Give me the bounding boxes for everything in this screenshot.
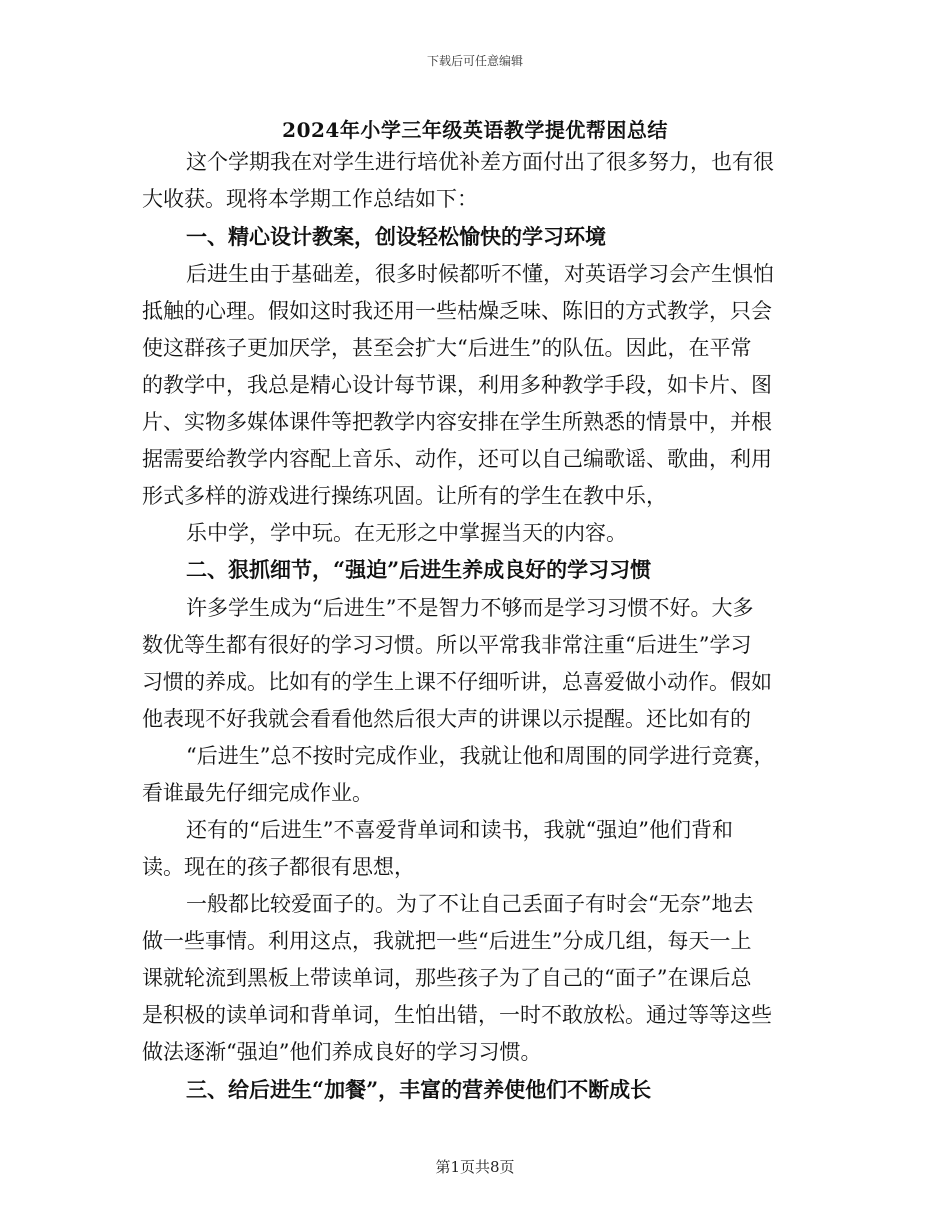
document-title: 2024年小学三年级英语教学提优帮困总结 (282, 118, 668, 142)
paragraph-line: 的教学中，我总是精心设计每节课，利用多种教学手段，如卡片、图 (142, 373, 772, 397)
paragraph-line: 乐中学，学中玩。在无形之中掌握当天的内容。 (186, 521, 627, 545)
paragraph-line: 抵触的心理。假如这时我还用一些枯燥乏味、陈旧的方式教学，只会 (142, 299, 772, 323)
page-header: 下载后可任意编辑 (426, 54, 523, 68)
paragraph-line: 大收获。现将本学期工作总结如下： (142, 187, 478, 211)
paragraph-line: “后进生”总不按时完成作业，我就让他和周围的同学进行竞赛， (186, 744, 775, 768)
page-footer: 第1页共8页 (435, 1158, 515, 1176)
paragraph-line: 还有的“后进生”不喜爱背单词和读书，我就“强迫”他们背和 (186, 818, 733, 842)
paragraph-line: 片、实物多媒体课件等把教学内容安排在学生所熟悉的情景中，并根 (142, 410, 772, 434)
paragraph-line: 数优等生都有很好的学习习惯。所以平常我非常注重“后进生”学习 (142, 633, 752, 657)
section-heading-2: 二、狠抓细节，“强迫”后进生养成良好的学习习惯 (186, 557, 652, 582)
paragraph-line: 是积极的读单词和背单词，生怕出错，一时不敢放松。通过等等这些 (142, 1003, 772, 1027)
paragraph-line: 这个学期我在对学生进行培优补差方面付出了很多努力，也有很 (186, 150, 774, 174)
paragraph-line: 课就轮流到黑板上带读单词，那些孩子为了自己的“面子”在课后总 (142, 966, 752, 990)
paragraph-line: 一般都比较爱面子的。为了不让自己丢面子有时会“无奈”地去 (186, 892, 754, 916)
section-heading-3: 三、给后进生“加餐”，丰富的营养使他们不断成长 (186, 1077, 652, 1102)
section-heading-1: 一、精心设计教案，创设轻松愉快的学习环境 (186, 224, 606, 249)
paragraph-line: 做一些事情。利用这点，我就把一些“后进生”分成几组，每天一上 (142, 929, 752, 953)
paragraph-line: 使这群孩子更加厌学，甚至会扩大“后进生”的队伍。因此，在平常 (142, 336, 752, 360)
paragraph-line: 许多学生成为“后进生”不是智力不够而是学习习惯不好。大多 (186, 596, 754, 620)
paragraph-line: 习惯的养成。比如有的学生上课不仔细听讲，总喜爱做小动作。假如 (142, 670, 772, 694)
paragraph-line: 他表现不好我就会看看他然后很大声的讲课以示提醒。还比如有的 (142, 707, 751, 731)
paragraph-line: 形式多样的游戏进行操练巩固。让所有的学生在教中乐， (142, 484, 667, 508)
paragraph-line: 做法逐渐“强迫”他们养成良好的学习习惯。 (142, 1040, 542, 1064)
paragraph-line: 读。现在的孩子都很有思想， (142, 855, 415, 879)
paragraph-line: 据需要给教学内容配上音乐、动作，还可以自己编歌谣、歌曲，利用 (142, 447, 772, 471)
paragraph-line: 看谁最先仔细完成作业。 (142, 781, 373, 805)
paragraph-line: 后进生由于基础差，很多时候都听不懂，对英语学习会产生惧怕 (186, 262, 774, 286)
